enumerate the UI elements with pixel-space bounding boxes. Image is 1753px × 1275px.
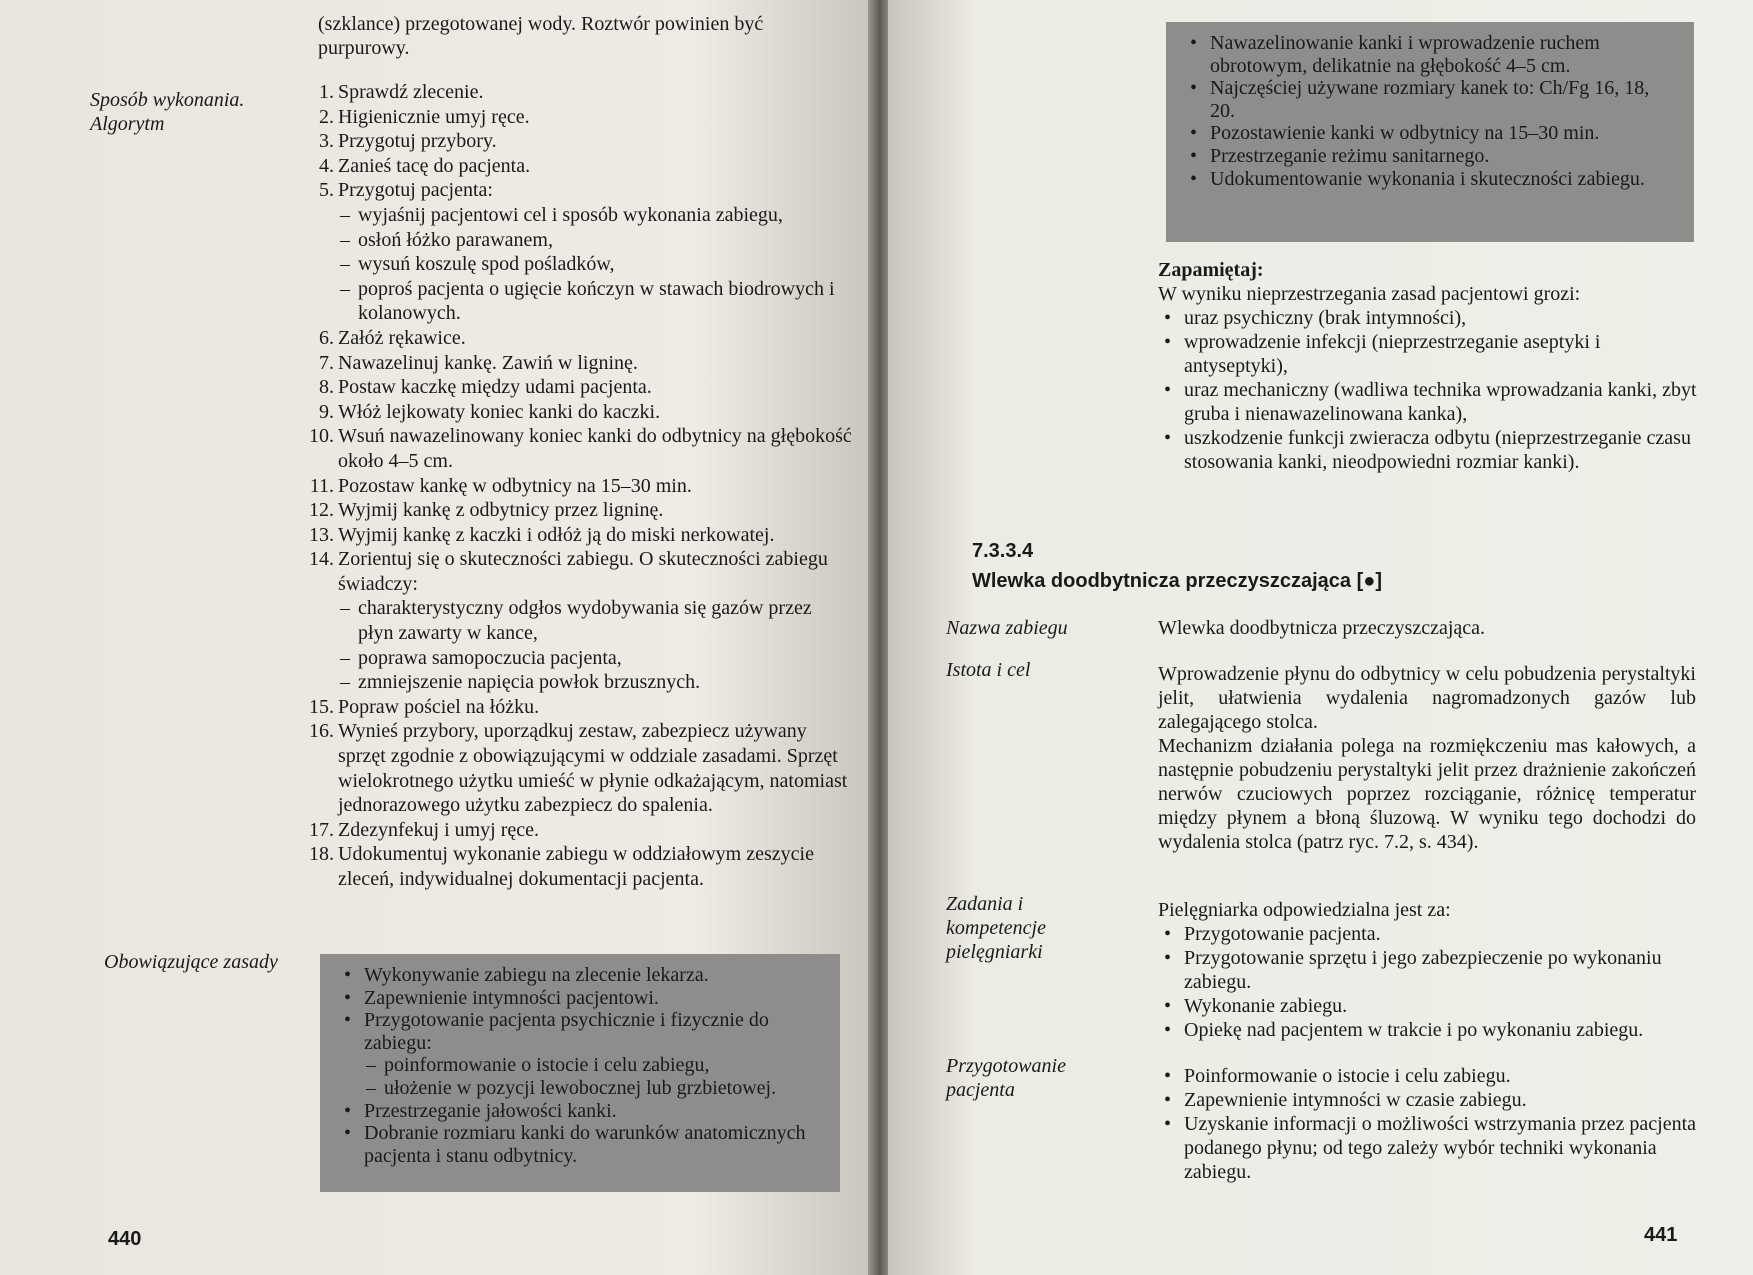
step-item: 6. Załóż rękawice.: [319, 326, 466, 349]
page-number-left: 440: [108, 1228, 142, 1250]
intro-text: [318, 12, 858, 60]
sub-item: – poprawa samopoczucia pacjenta,: [338, 646, 852, 671]
tasks-intro: Pielęgniarka odpowiedzialna jest za:: [1158, 899, 1451, 921]
side-label-tasks: Zadania i kompetencje pielęgniarki: [946, 893, 1046, 963]
remember-item: • wprowadzenie infekcji (nieprzestrzeganie aseptyki i antyseptyki),: [1158, 330, 1698, 378]
section-title: Wlewka doodbytnicza przeczyszczająca [●]: [972, 570, 1382, 592]
page-number-right: 441: [1644, 1224, 1678, 1246]
sub-item: – charakterystyczny odgłos wydobywania się gazów przez płyn zawarty w kance,: [338, 596, 852, 645]
prep-item: • Uzyskanie informacji o możliwości wstrzymania przez pacjenta podanego płynu; od tego zależy wybór techniki wykonania zabiegu.: [1158, 1112, 1698, 1184]
step-item: 16. Wynieś przybory, uporządkuj zestaw, zabezpiecz używany sprzęt zgodnie z obowiązującymi w oddziale zasadami. Sprzęt wielokrotnego użytku umieść w płynie odkażającym, natomiast jednorazowego użytku zabezpiecz do spalenia.: [309, 720, 848, 817]
summary-item: • Przestrzeganie reżimu sanitarnego.: [1184, 145, 1678, 168]
tasks-list: [1158, 922, 1698, 1042]
essence-paragraph-2: Mechanizm działania polega na rozmiękczeniu mas kałowych, a następnie pobudzeniu perystaltyki jelit przez drażnienie zakończeń nerwów czuciowych poprzez rozciąganie, różnicę temperatur między płynem a błoną śluzową. W wyniku tego dochodzi do wydalenia stolca (patrz ryc. 7.2, s. 434).: [1158, 735, 1696, 853]
algorithm-steps: [306, 80, 852, 892]
sub-item: – wyjaśnij pacjentowi cel i sposób wykonania zabiegu,: [338, 203, 852, 228]
summary-item: • Najczęściej używane rozmiary kanek to: Ch/Fg 16, 18, 20.: [1184, 77, 1678, 122]
remember-list: [1158, 306, 1698, 474]
rule-item: • Dobranie rozmiaru kanki do warunków anatomicznych pacjenta i stanu odbytnicy.: [338, 1122, 824, 1167]
task-item: • Wykonanie zabiegu.: [1158, 994, 1698, 1018]
remember-title: Zapamiętaj:: [1158, 259, 1264, 281]
intro-line-2: purpurowy.: [318, 37, 410, 59]
remember-intro: W wyniku nieprzestrzegania zasad pacjentowi grozi:: [1158, 283, 1581, 305]
top-summary-list: [1184, 32, 1678, 190]
rule-item: • Przestrzeganie jałowości kanki.: [338, 1100, 824, 1123]
step-item: 17. Zdezynfekuj i umyj ręce.: [309, 818, 540, 841]
remember-section: [1158, 258, 1698, 474]
side-label-rules: Obowiązujące zasady: [104, 951, 278, 973]
task-item: • Przygotowanie sprzętu i jego zabezpieczenie po wykonaniu zabiegu.: [1158, 946, 1698, 994]
step14-sublist: [338, 596, 852, 694]
rules-box: [320, 954, 840, 1192]
intro-line-1: (szklance) przegotowanej wody. Roztwór powinien być: [318, 13, 764, 35]
right-page: [888, 0, 1753, 1275]
task-item: • Przygotowanie pacjenta.: [1158, 922, 1698, 946]
sub-item: – poproś pacjenta o ugięcie kończyn w stawach biodrowych i kolanowych.: [338, 277, 852, 326]
left-page: [0, 0, 872, 1275]
essence-paragraph-1: Wprowadzenie płynu do odbytnicy w celu pobudzenia perystaltyki jelit, ułatwienia wydalenia nagromadzonych gazów lub zalegającego stolca.: [1158, 663, 1696, 733]
sub-item: – poinformowanie o istocie i celu zabiegu,: [364, 1054, 824, 1077]
step-item: 11. Pozostaw kankę w odbytnicy na 15–30 min.: [309, 474, 692, 497]
prep-item: • Zapewnienie intymności w czasie zabiegu.: [1158, 1088, 1698, 1112]
prep-section: [1158, 1064, 1698, 1184]
step-item: 5. Przygotuj pacjenta: – wyjaśnij pacjentowi cel i sposób wykonania zabiegu, – osłoń łóżko parawanem, – wysuń koszulę spod pośladków, – poproś pacjenta o ugięcie kończyn w stawach biodrowych i kolanowych.: [306, 178, 852, 326]
step-item: 2. Higienicznie umyj ręce.: [319, 105, 530, 128]
step-item: 9. Włóż lejkowaty koniec kanki do kaczki.: [319, 400, 661, 423]
step-item: 10. Wsuń nawazelinowany koniec kanki do odbytnicy na głębokość około 4–5 cm.: [309, 425, 852, 472]
prep-item: • Poinformowanie o istocie i celu zabiegu.: [1158, 1064, 1698, 1088]
side-label-name: Nazwa zabiegu: [946, 617, 1068, 639]
step-item: 15. Popraw pościel na łóżku.: [309, 695, 540, 718]
rules-sublist: [364, 1054, 824, 1099]
step-item: 3. Przygotuj przybory.: [319, 130, 497, 153]
step-item: 4. Zanieś tacę do pacjenta.: [319, 154, 531, 177]
summary-item: • Nawazelinowanie kanki i wprowadzenie ruchem obrotowym, delikatnie na głębokość 4–5 cm.: [1184, 32, 1678, 77]
rule-item: • Zapewnienie intymności pacjentowi.: [338, 987, 824, 1010]
step-item: 1. Sprawdź zlecenie.: [319, 81, 484, 103]
step-item: 13. Wyjmij kankę z kaczki i odłóż ją do miski nerkowatej.: [309, 523, 775, 546]
remember-item: • uszkodzenie funkcji zwieracza odbytu (nieprzestrzeganie czasu stosowania kanki, nieodpowiedni rozmiar kanki).: [1158, 426, 1698, 474]
tasks-section: [1158, 898, 1698, 1042]
remember-item: • uraz mechaniczny (wadliwa technika wprowadzania kanki, zbyt gruba i nienawazelinowana kanka),: [1158, 378, 1698, 426]
side-label-algorithm: Sposób wykonania. Algorytm: [90, 89, 245, 135]
name-value: Wlewka doodbytnicza przeczyszczająca.: [1158, 617, 1486, 639]
side-label-prep: Przygotowanie pacjenta: [946, 1055, 1066, 1101]
side-label-essence: Istota i cel: [946, 659, 1031, 681]
summary-item: • Udokumentowanie wykonania i skuteczności zabiegu.: [1184, 168, 1678, 191]
section-number: 7.3.3.4: [972, 540, 1034, 562]
step-item: 14. Zorientuj się o skuteczności zabiegu. O skuteczności zabiegu świadczy: – charakterystyczny odgłos wydobywania się gazów przez płyn zawarty w kance, – poprawa samopoczucia pacjenta, – zmniejszenie napięcia powłok brzusznych.: [306, 547, 852, 695]
prep-list: [1158, 1064, 1698, 1184]
rule-item: • Przygotowanie pacjenta psychicznie i fizycznie do zabiegu: – poinformowanie o istocie i celu zabiegu, – ułożenie w pozycji lewobocznej lub grzbietowej.: [338, 1009, 824, 1099]
task-item: • Opiekę nad pacjentem w trakcie i po wykonaniu zabiegu.: [1158, 1018, 1698, 1042]
rules-list: [338, 964, 824, 1167]
step-item: 18. Udokumentuj wykonanie zabiegu w oddziałowym zeszycie zleceń, indywidualnej dokumentacji pacjenta.: [309, 843, 814, 890]
sub-item: – ułożenie w pozycji lewobocznej lub grzbietowej.: [364, 1077, 824, 1100]
sub-item: – wysuń koszulę spod pośladków,: [338, 252, 852, 277]
step-item: 12. Wyjmij kankę z odbytnicy przez ligninę.: [309, 499, 664, 522]
remember-item: • uraz psychiczny (brak intymności),: [1158, 306, 1698, 330]
rule-item: • Wykonywanie zabiegu na zlecenie lekarza.: [338, 964, 824, 987]
summary-item: • Pozostawienie kanki w odbytnicy na 15–30 min.: [1184, 122, 1678, 145]
step-item: 7. Nawazelinuj kankę. Zawiń w ligninę.: [319, 351, 638, 374]
sub-item: – osłoń łóżko parawanem,: [338, 228, 852, 253]
step5-sublist: [338, 203, 852, 326]
step-item: 8. Postaw kaczkę między udami pacjenta.: [319, 376, 652, 399]
essence-text: [1158, 662, 1696, 854]
sub-item: – zmniejszenie napięcia powłok brzusznych.: [338, 670, 852, 695]
top-summary-box: [1166, 22, 1694, 242]
